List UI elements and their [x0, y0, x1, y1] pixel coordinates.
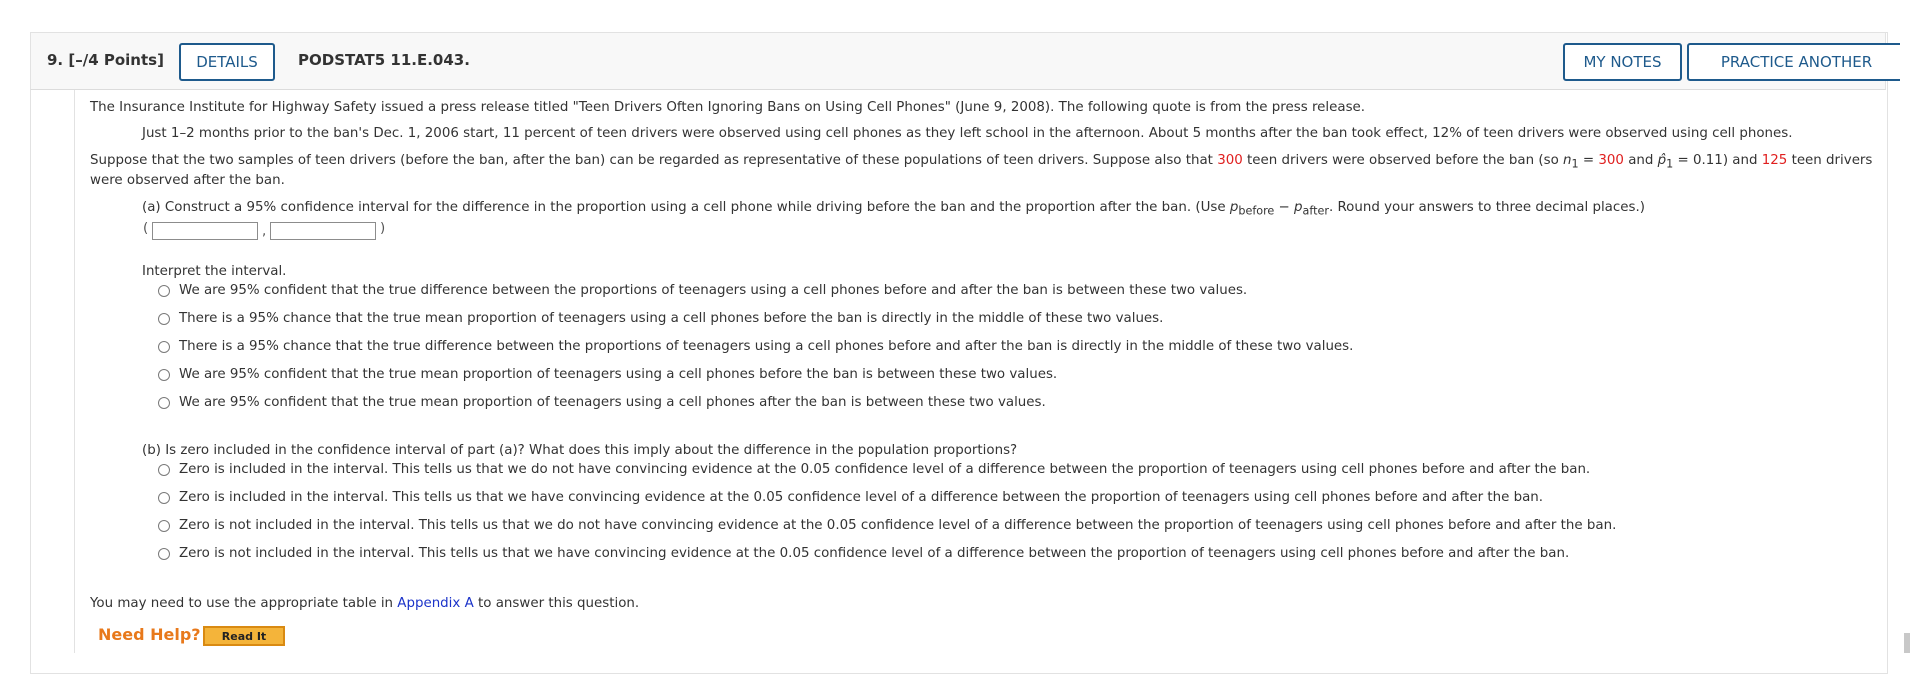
part-b-prompt: (b) Is zero included in the confidence interval of part (a)? What does this imply about the difference in the population proportions? [142, 443, 1018, 458]
interpret-radio-1[interactable] [158, 285, 170, 297]
part-a-prompt: (a) Construct a 95% confidence interval for the difference in the proportion using a cell phone while driving before the ban and the proportion after the ban. (Use $p_{before} - p_{after}$. Round your answers to three decimal places.) [142, 200, 1645, 218]
interval-comma: , [262, 224, 267, 239]
part-b-option-2[interactable]: Zero is included in the interval. This tells us that we have convincing evidence at the 0.05 confidence level of a difference between the proportion of teenagers using cell phones before and after the ban. [179, 490, 1544, 505]
interpret-option-5[interactable]: We are 95% confident that the true mean proportion of teenagers using a cell phones after the ban is between these two values. [179, 395, 1046, 410]
question-code: PODSTAT5 11.E.043. [298, 51, 470, 69]
part-b-option-3[interactable]: Zero is not included in the interval. This tells us that we do not have convincing evidence at the 0.05 confidence level of a difference between the proportion of teenagers using cell phones before and after the ban. [179, 518, 1617, 533]
question-points: 9. [–/4 Points] [47, 51, 164, 69]
interpret-option-2[interactable]: There is a 95% chance that the true mean proportion of teenagers using a cell phones before the ban is directly in the middle of these two values. [179, 311, 1164, 326]
interval-close-paren: ) [380, 221, 386, 236]
interpret-option-3[interactable]: There is a 95% chance that the true difference between the proportions of teenagers using a cell phones before and after the ban is directly in the middle of these two values. [179, 339, 1354, 354]
part-b-radio-2[interactable] [158, 492, 170, 504]
suppose-text: Suppose that the two samples of teen drivers (before the ban, after the ban) can be regarded as representative of these populations of teen drivers. Suppose also that 300 teen drivers were observed before the ban (so $n_1 = 300$ and $p̂_1 = 0.11$) and 125 teen drivers [90, 153, 1873, 171]
suppose-text-line2: were observed after the ban. [90, 173, 285, 188]
interpret-radio-5[interactable] [158, 397, 170, 409]
part-b-radio-1[interactable] [158, 464, 170, 476]
interval-upper-input[interactable] [270, 222, 376, 240]
part-b-radio-4[interactable] [158, 548, 170, 560]
intro-text: The Insurance Institute for Highway Safety issued a press release titled "Teen Drivers Often Ignoring Bans on Using Cell Phones" (June 9, 2008). The following quote is from the press release. [90, 100, 1366, 115]
practice-another-button[interactable]: PRACTICE ANOTHER [1687, 43, 1906, 81]
my-notes-button[interactable]: MY NOTES [1563, 43, 1682, 81]
question-header [30, 32, 1886, 90]
interpret-option-4[interactable]: We are 95% confident that the true mean proportion of teenagers using a cell phones before the ban is between these two values. [179, 367, 1058, 382]
interpret-radio-2[interactable] [158, 313, 170, 325]
interval-lower-input[interactable] [152, 222, 258, 240]
part-b-radio-3[interactable] [158, 520, 170, 532]
interpret-radio-3[interactable] [158, 341, 170, 353]
details-button[interactable]: DETAILS [179, 43, 275, 81]
page-scrollbar[interactable] [1900, 0, 1912, 653]
appendix-link[interactable]: Appendix A [397, 596, 474, 611]
scrollbar-thumb[interactable] [1904, 633, 1910, 653]
read-it-button[interactable]: Read It [203, 626, 285, 646]
interpret-label: Interpret the interval. [142, 264, 287, 279]
interpret-radio-4[interactable] [158, 369, 170, 381]
part-b-option-1[interactable]: Zero is included in the interval. This tells us that we do not have convincing evidence at the 0.05 confidence level of a difference between the proportion of teenagers using cell phones before and after the ban. [179, 462, 1591, 477]
interpret-option-1[interactable]: We are 95% confident that the true difference between the proportions of teenagers using a cell phones before and after the ban is between these two values. [179, 283, 1248, 298]
part-b-option-4[interactable]: Zero is not included in the interval. This tells us that we have convincing evidence at the 0.05 confidence level of a difference between the proportion of teenagers using cell phones before and after the ban. [179, 546, 1570, 561]
appendix-note: You may need to use the appropriate table in Appendix A to answer this question. [90, 596, 640, 611]
press-quote: Just 1–2 months prior to the ban's Dec. 1, 2006 start, 11 percent of teen drivers were observed using cell phones as they left school in the afternoon. About 5 months after the ban took effect, 12% of teen drivers were observed using cell phones. [142, 126, 1793, 141]
need-help-label: Need Help? [98, 625, 201, 644]
question-content [74, 90, 1887, 653]
interval-open-paren: ( [143, 221, 149, 236]
